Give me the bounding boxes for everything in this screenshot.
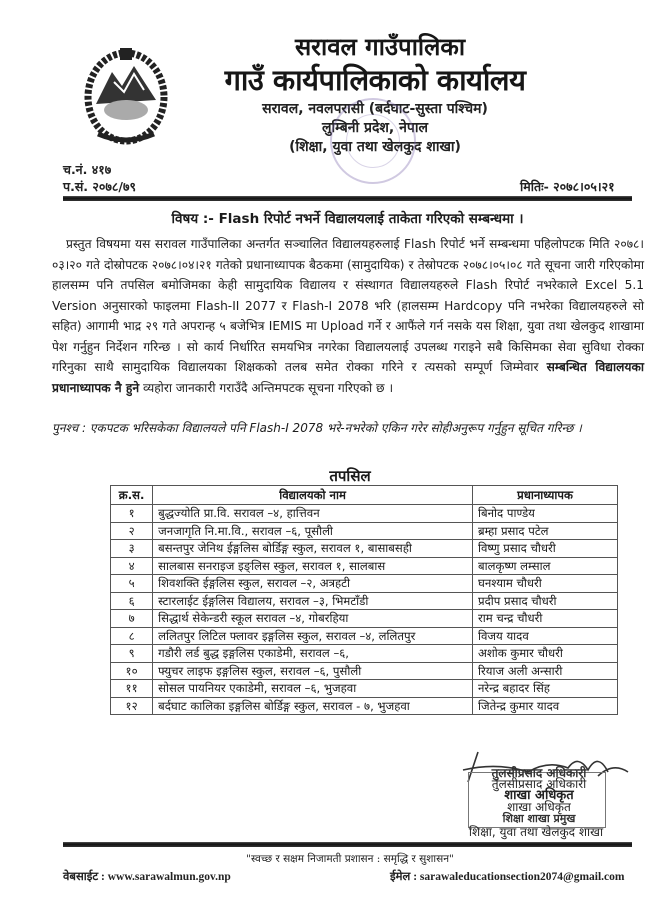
table-row: [111, 662, 618, 680]
row-school-name: बर्दघाट कालिका इङ्गलिस बोर्डिङ्ग स्कुल, सरावल - ७, भुजहवा: [153, 697, 473, 715]
row-headteacher: रियाज अली अन्सारी: [472, 662, 617, 680]
table-row: [111, 645, 618, 663]
row-headteacher: जितेन्द्र कुमार यादव: [472, 697, 617, 715]
row-serial: २: [111, 522, 153, 540]
row-serial: ३: [111, 540, 153, 558]
header-divider: [63, 196, 632, 201]
letter-date: मितिः- २०७८।०५।२१: [520, 179, 615, 194]
office-title: गाउँ कार्यपालिकाको कार्यालय: [224, 63, 526, 97]
row-school-name: बसन्तपुर जेनिथ ईङ्गलिस बोर्डिङ्ग स्कुल, सरावल १, बासाबसही: [153, 540, 473, 558]
row-serial: ४: [111, 557, 153, 575]
column-header-school: विद्यालयको नाम: [153, 486, 473, 505]
row-headteacher: नरेन्द्र बहादर सिंह: [472, 680, 617, 698]
stamp-title: शाखा अधिकृत: [504, 788, 574, 803]
dispatch-number: च.नं. ४१७: [63, 162, 112, 177]
row-serial: ७: [111, 610, 153, 628]
row-headteacher: विष्णु प्रसाद चौधरी: [472, 540, 617, 558]
nepal-emblem-icon: [84, 42, 168, 146]
table-row: [111, 522, 618, 540]
reference-block: [63, 161, 136, 195]
row-headteacher: बिनोद पाण्डेय: [472, 505, 617, 523]
signatory-name: तुलसीप्रसाद अधिकारी: [491, 777, 587, 791]
table-header-row: [111, 486, 618, 505]
table-row: [111, 505, 618, 523]
stamp-name: तुलसीप्रसाद अधिकारी: [491, 766, 587, 780]
table-row: [111, 540, 618, 558]
row-serial: ५: [111, 575, 153, 593]
row-school-name: शिवशक्ति ईङ्गलिस स्कुल, सरावल –२, अत्रहटी: [153, 575, 473, 593]
body-paragraph: प्रस्तुत विषयमा यस सरावल गाउँपालिका अन्तर्गत सञ्चालित विद्यालयहरुलाई Flash रिपोर्ट भर्ने सम्बन्धमा पहिलोपटक मिति २०७८।०३।२० गते दोस्रोपटक २०७८।०४।२१ गतेको प्रधानाध्यापक बैठकमा (सामुदायिक) र तेस्रोपटक २०७८।०५।०८ गते सूचना जारी गरिएकोमा हालसम्म पनि तपसिल बमोजिमका केही सामुदायिक विद्यालय र संस्थागत विद्यालयहरुले Flash रिपोर्ट नभरेकाले Excel 5.1 Version अनुसारको फाइलमा Flash-II 2077 र Flash-I 2078 भरि (हालसम्म Hardcopy पनि नभरेका विद्यालयहरुले सो सहित) आगामी भाद्र २९ गते अपरान्ह ५ बजेभित्र IEMIS मा Upload गर्ने र आफैंले गर्न नसके यस शिक्षा, युवा तथा खेलकुद शाखामा पेश गर्नुहुन निर्देशन गरिन्छ । सो कार्य निर्धारित समयभित्र नगरेका विद्यालयलाई उपलब्ध गराइने सबै किसिमका सेवा सुविधा रोक्का गरिनुका साथै सामुदायिक विद्यालयका शिक्षकको तलब समेत रोक्का गरिने र त्यसको सम्पूर्ण जिम्मेवार सम्बन्धित विद्यालयका प्रधानाध्यापक नै हुने व्यहोरा जानकारी गराउँदै अन्तिमपटक सूचना गरिएको छ ।: [52, 237, 644, 395]
table-row: [111, 627, 618, 645]
address-line-2: लुम्बिनी प्रदेश, नेपाल: [322, 120, 428, 136]
row-serial: ६: [111, 592, 153, 610]
section-name: (शिक्षा, युवा तथा खेलकुद शाखा): [289, 139, 461, 155]
row-serial: १: [111, 505, 153, 523]
stamp-role: शिक्षा शाखा प्रमुख: [502, 812, 576, 825]
letter-body: [52, 234, 644, 398]
address-line-1: सरावल, नवलपरासी (बर्दघाट-सुस्ता पश्चिम): [262, 101, 488, 117]
table-row: [111, 592, 618, 610]
footer-divider: [63, 842, 632, 847]
email-link[interactable]: ईमेल : sarawaleducationsection2074@gmail.com: [390, 871, 625, 883]
table-row: [111, 575, 618, 593]
column-header-head: प्रधानाध्यापक: [472, 486, 617, 505]
municipality-name: सरावल गाउँपालिका: [294, 33, 466, 61]
table-row: [111, 610, 618, 628]
column-header-sn: क्र.स.: [111, 486, 153, 505]
row-school-name: सिद्धार्थ सेकेन्डरी स्कूल सरावल –४, गोबरहिया: [153, 610, 473, 628]
website-link[interactable]: वेबसाईट : www.sarawalmun.gov.np: [63, 871, 231, 883]
table-row: [111, 697, 618, 715]
row-headteacher: प्रदीप प्रसाद चौधरी: [472, 592, 617, 610]
schools-table: [110, 485, 618, 715]
row-school-name: स्टारलाईट ईङ्गलिस विद्यालय, सरावल –३, भिमटाँडी: [153, 592, 473, 610]
row-school-name: सोसल पायनियर एकाडेमी, सरावल –६, भुजहवा: [153, 680, 473, 698]
row-headteacher: बालकृष्ण लम्साल: [472, 557, 617, 575]
table-row: [111, 680, 618, 698]
postscript: पुनश्च : एकपटक भरिसकेका विद्यालयले पनि Flash-I 2078 भरे-नभरेको एकिन गरेर सोहीअनुरूप गर्नुहुन सूचित गरिन्छ ।: [52, 421, 582, 435]
row-serial: १२: [111, 697, 153, 715]
row-headteacher: घनश्याम चौधरी: [472, 575, 617, 593]
row-school-name: सालबास सनराइज इङ्लिस स्कुल, सरावल १, सालबास: [153, 557, 473, 575]
fiscal-year: प.सं. २०७८/७९: [63, 179, 136, 194]
row-serial: १०: [111, 662, 153, 680]
table-row: [111, 557, 618, 575]
signatory-department: शिक्षा, युवा तथा खेलकुद शाखा: [468, 825, 604, 839]
row-headteacher: अशोक कुमार चौधरी: [472, 645, 617, 663]
signatory-title: शाखा अधिकृत: [507, 800, 571, 814]
row-school-name: ललितपुर लिटिल फ्लावर इङ्गलिस स्कुल, सरावल –४, ललितपुर: [153, 627, 473, 645]
row-headteacher: राम चन्द्र चौधरी: [472, 610, 617, 628]
row-headteacher: विजय यादव: [472, 627, 617, 645]
office-stamp-inner: [346, 114, 400, 168]
row-school-name: फ्युचर लाइफ इङ्गलिस स्कुल, सरावल –६, पुसौली: [153, 662, 473, 680]
table-title: तपसिल: [329, 467, 371, 485]
row-school-name: बुद्धज्योति प्रा.वि. सरावल –४, हात्तिवन: [153, 505, 473, 523]
subject-line: विषय :- Flash रिपोर्ट नभर्ने विद्यालयलाई ताकेता गरिएको सम्बन्धमा ।: [171, 211, 524, 227]
emphasis-text: सम्बन्धित विद्यालयका प्रधानाध्यापक नै हुने: [52, 360, 644, 395]
row-serial: ८: [111, 627, 153, 645]
row-school-name: गडौरी लर्ड बुद्ध इङ्गलिस एकाडेमी, सरावल –६,: [153, 645, 473, 663]
row-school-name: जनजागृति नि.मा.वि., सरावल –६, पूसौली: [153, 522, 473, 540]
row-serial: ११: [111, 680, 153, 698]
row-serial: ९: [111, 645, 153, 663]
row-headteacher: ब्रम्हा प्रसाद पटेल: [472, 522, 617, 540]
footer-motto: "स्वच्छ र सक्षम निजामती प्रशासन : समृद्धि र सुशासन": [246, 853, 454, 865]
